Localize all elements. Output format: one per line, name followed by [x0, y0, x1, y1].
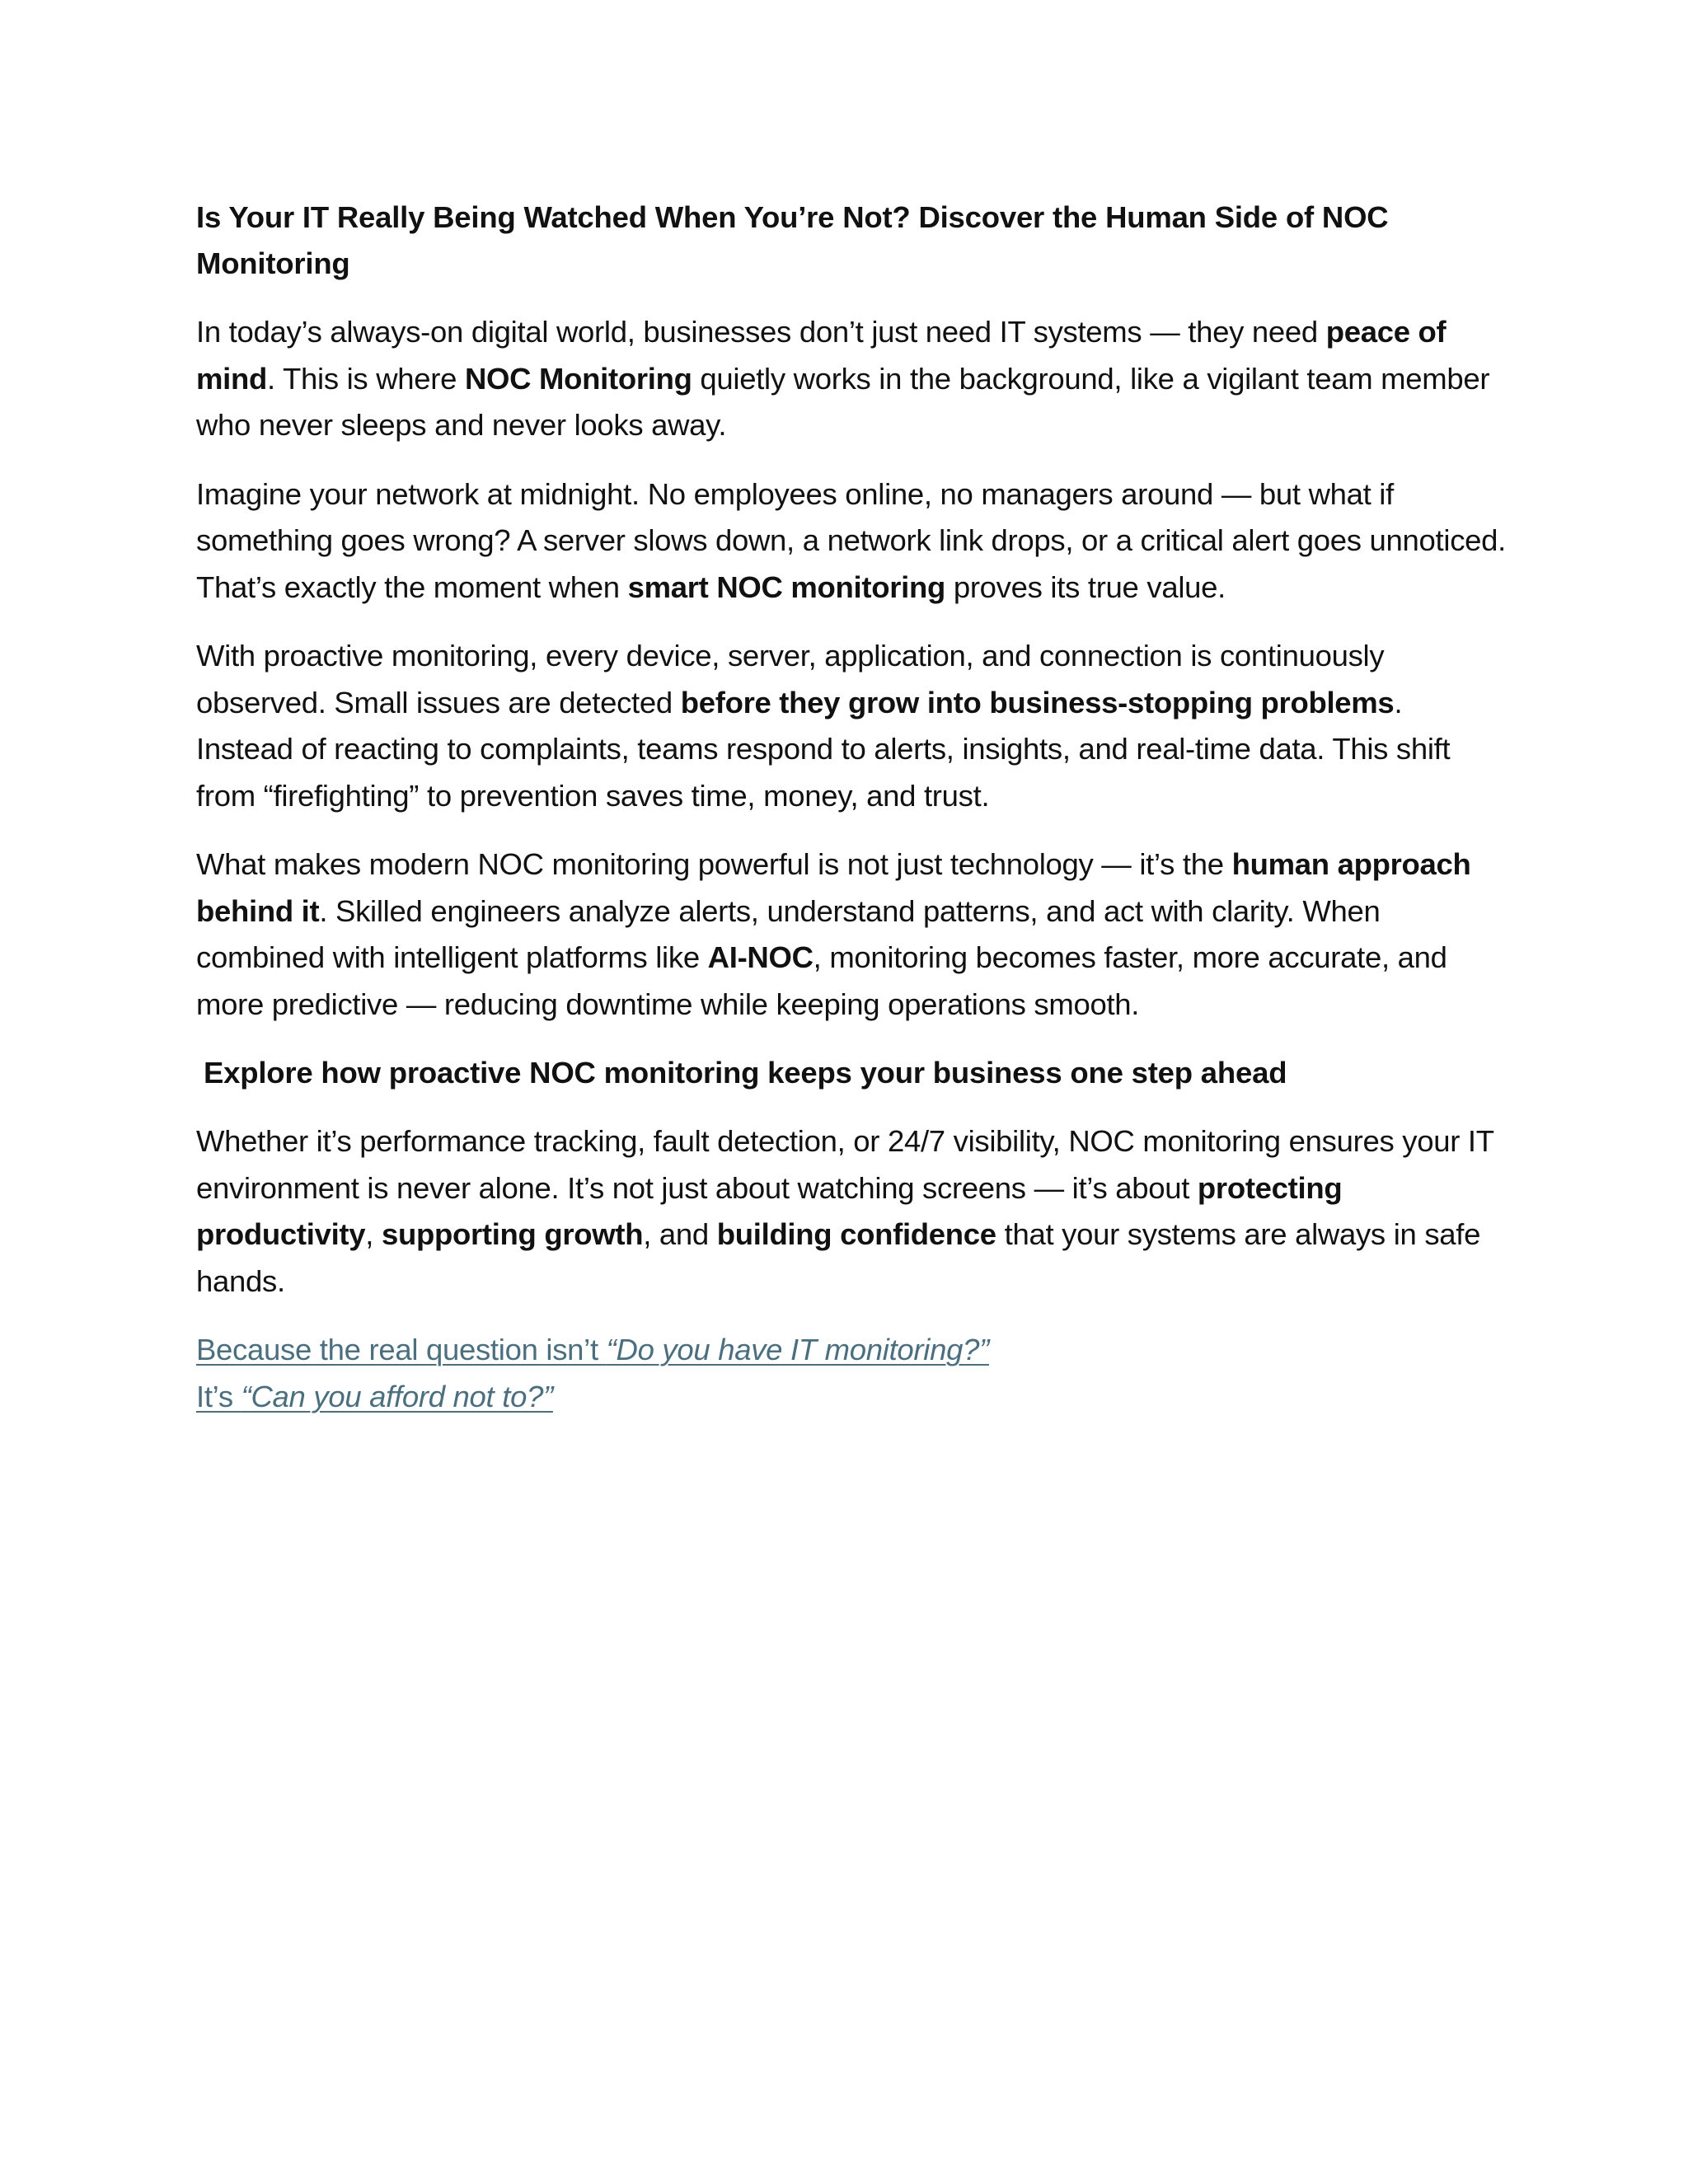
text-run: , and: [643, 1217, 717, 1251]
bold-run: building confidence: [716, 1217, 996, 1251]
subheading: Explore how proactive NOC monitoring keeps your business one step ahead: [204, 1056, 1287, 1090]
text-run: What makes modern NOC monitoring powerful is not just technology — it’s the: [196, 847, 1232, 881]
paragraph-proactive: [196, 633, 1507, 819]
paragraph-visibility: [196, 1118, 1507, 1305]
bold-run: peace of mind: [196, 315, 1447, 396]
text-run: proves its true value.: [945, 569, 1226, 604]
paragraph-intro: [196, 309, 1507, 449]
bold-run: supporting growth: [381, 1217, 644, 1251]
link-italic-text: “Can you afford not to?”: [241, 1379, 553, 1413]
bold-run: before they grow into business-stopping problems: [680, 685, 1395, 719]
text-run: that your systems are always in safe hands.: [196, 1217, 1481, 1298]
paragraph-midnight: [196, 471, 1507, 612]
text-run: With proactive monitoring, every device, server, application, and connection is continuously observed. Small issues are detected: [196, 639, 1385, 719]
bold-run: smart NOC monitoring: [627, 569, 945, 604]
closing-link-afford[interactable]: [196, 1380, 553, 1413]
text-run: quietly works in the background, like a vigilant team member who never sleeps and never looks away.: [196, 361, 1490, 442]
document-page: [196, 194, 1507, 1420]
text-run: , monitoring becomes faster, more accurate, and more predictive — reducing downtime while keeping operations smooth.: [196, 940, 1447, 1021]
bold-run: AI-NOC: [707, 940, 814, 974]
link-text: Because the real question isn’t: [196, 1333, 607, 1366]
text-run: Whether it’s performance tracking, fault detection, or 24/7 visibility, NOC monitoring ensures your IT environment is never alone. It’s not just about watching screens — it’s about: [196, 1124, 1494, 1205]
text-run: . Skilled engineers analyze alerts, understand patterns, and act with clarity. When combined with intelligent platforms like: [196, 893, 1381, 974]
closing-links: [196, 1327, 1507, 1420]
bold-run: human approach behind it: [196, 847, 1471, 928]
text-run: . This is where: [267, 361, 465, 396]
bold-run: NOC Monitoring: [464, 361, 692, 396]
document-title: Is Your IT Really Being Watched When You’re Not? Discover the Human Side of NOC Monitoring: [196, 200, 1389, 280]
closing-link-question[interactable]: [196, 1333, 989, 1366]
text-run: In today’s always-on digital world, businesses don’t just need IT systems — they need: [196, 315, 1326, 349]
link-text: It’s: [196, 1379, 241, 1413]
text-run: . Instead of reacting to complaints, teams respond to alerts, insights, and real-time data. This shift from “firefighting” to prevention saves time, money, and trust.: [196, 685, 1451, 813]
text-run: Imagine your network at midnight. No employees online, no managers around — but what if something goes wrong? A server slows down, a network link drops, or a critical alert goes unnoticed. That’s exactly the moment when: [196, 476, 1506, 604]
paragraph-human-approach: [196, 841, 1507, 1028]
text-run: ,: [365, 1217, 382, 1251]
link-italic-text: “Do you have IT monitoring?”: [606, 1333, 989, 1366]
bold-run: protecting productivity: [196, 1170, 1343, 1251]
